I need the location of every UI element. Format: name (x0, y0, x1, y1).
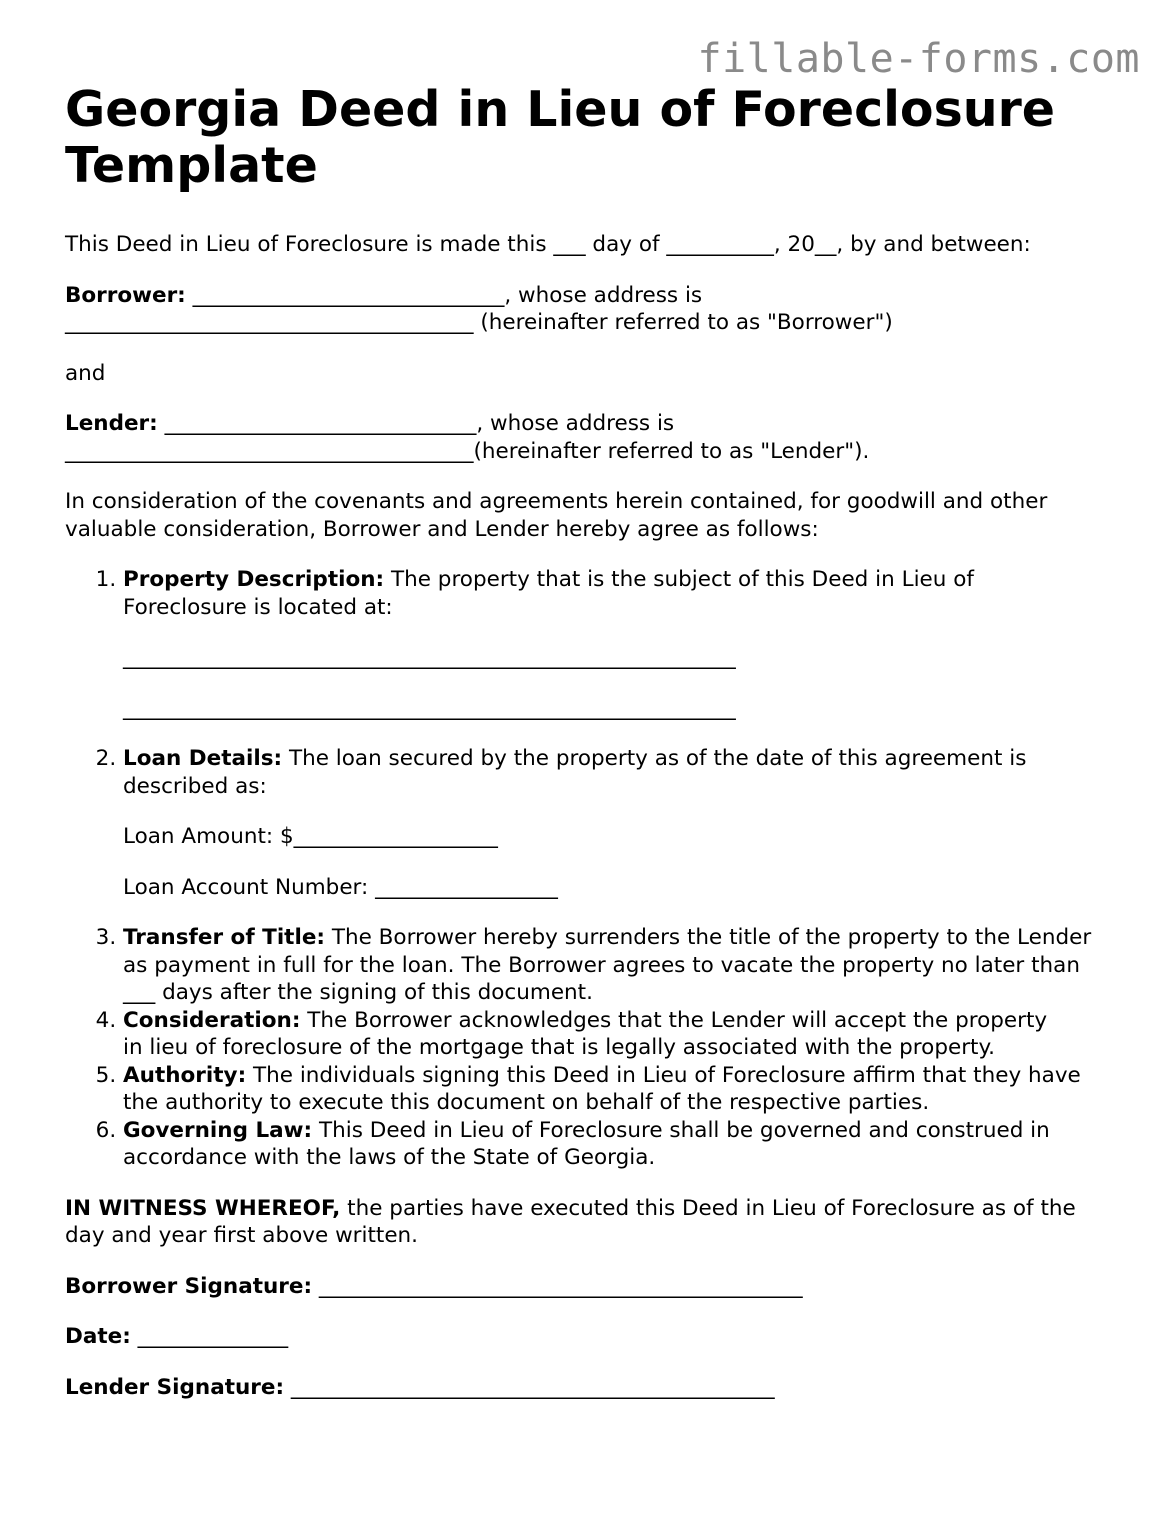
term-text: The individuals signing this Deed in Lieu of Foreclosure affirm that they have the authority to execute this document on behalf of the respective parties. (123, 1062, 1081, 1115)
and-text: and (65, 360, 106, 386)
lender-signature-row (65, 1374, 1125, 1402)
term-authority (123, 1062, 1093, 1117)
watermark: fillable-forms.com (697, 36, 1140, 82)
terms-list (65, 566, 1125, 1172)
term-consideration (123, 1007, 1073, 1062)
lender-name-field[interactable]: _____________________________, whose address is (157, 411, 675, 436)
document-body (65, 82, 1125, 1401)
lender-block (65, 410, 1125, 465)
term-property-description (123, 566, 1125, 722)
lender-line-1 (65, 410, 1125, 438)
term-label: Property Description: (123, 567, 385, 592)
borrower-signature-field[interactable]: _____________________________________________ (312, 1273, 803, 1299)
witness-text: the parties have executed this Deed in Lieu of Foreclosure as of the day and year first above written. (65, 1195, 1076, 1248)
loan-amount-field[interactable]: Loan Amount: $___________________ (123, 824, 498, 849)
term-governing-law (123, 1117, 1123, 1172)
term-text: The property that is the subject of this Deed in Lieu of Foreclosure is located at: (123, 567, 974, 620)
term-loan-details (123, 745, 1125, 901)
lender-signature-label: Lender Signature: (65, 1374, 285, 1400)
borrower-name-field[interactable]: _____________________________, whose address is (185, 282, 703, 308)
borrower-signature-label: Borrower Signature: (65, 1273, 313, 1299)
borrower-signature-row (65, 1273, 1125, 1301)
term-label: Authority: (123, 1062, 247, 1088)
date-row (65, 1323, 1125, 1351)
date-field[interactable]: ______________ (130, 1324, 289, 1349)
term-label: Consideration: (123, 1007, 301, 1033)
borrower-address-field[interactable]: ______________________________________ (hereinafter referred to as "Borrower") (65, 310, 893, 335)
term-text: The Borrower acknowledges that the Lender will accept the property in lieu of foreclosure of the mortgage that is legally associated with the property. (123, 1007, 1048, 1060)
intro-paragraph: This Deed in Lieu of Foreclosure is made this ___ day of __________, 20__, by and between: (65, 232, 1031, 257)
witness-paragraph (65, 1195, 1115, 1250)
lender-signature-field[interactable]: _____________________________________________ (284, 1374, 775, 1400)
borrower-block (65, 282, 1125, 337)
term-label: Loan Details: (123, 746, 283, 771)
term-text: This Deed in Lieu of Foreclosure shall be governed and construed in accordance with the laws of the State of Georgia. (123, 1117, 1050, 1170)
term-transfer-of-title (123, 924, 1113, 1007)
witness-label: IN WITNESS WHEREOF, (65, 1195, 341, 1221)
date-label: Date: (65, 1324, 131, 1349)
lender-address-field[interactable]: ______________________________________(hereinafter referred to as "Lender"). (65, 438, 870, 464)
consideration-intro: In consideration of the covenants and agreements herein contained, for goodwill and other valuable consideration, Borrower and Lender hereby agree as follows: (65, 489, 1048, 542)
term-label: Governing Law: (123, 1117, 313, 1143)
term-text: The Borrower hereby surrenders the title of the property to the Lender as payment in full for the loan. The Borrower agrees to vacate the property no later than ___ days after the signing of this document. (123, 925, 1092, 1005)
borrower-label: Borrower: (65, 282, 186, 308)
property-address-line-2[interactable]: _________________________________________________________ (123, 695, 736, 721)
lender-label: Lender: (65, 411, 158, 436)
term-label: Transfer of Title: (123, 925, 326, 950)
document-title: Georgia Deed in Lieu of Foreclosure Template (65, 81, 1056, 194)
term-text: The loan secured by the property as of the date of this agreement is described as: (123, 746, 1027, 799)
loan-account-number-field[interactable]: Loan Account Number: _________________ (123, 874, 558, 900)
property-address-line-1[interactable]: _________________________________________________________ (123, 645, 736, 670)
borrower-line-1 (65, 282, 1125, 310)
